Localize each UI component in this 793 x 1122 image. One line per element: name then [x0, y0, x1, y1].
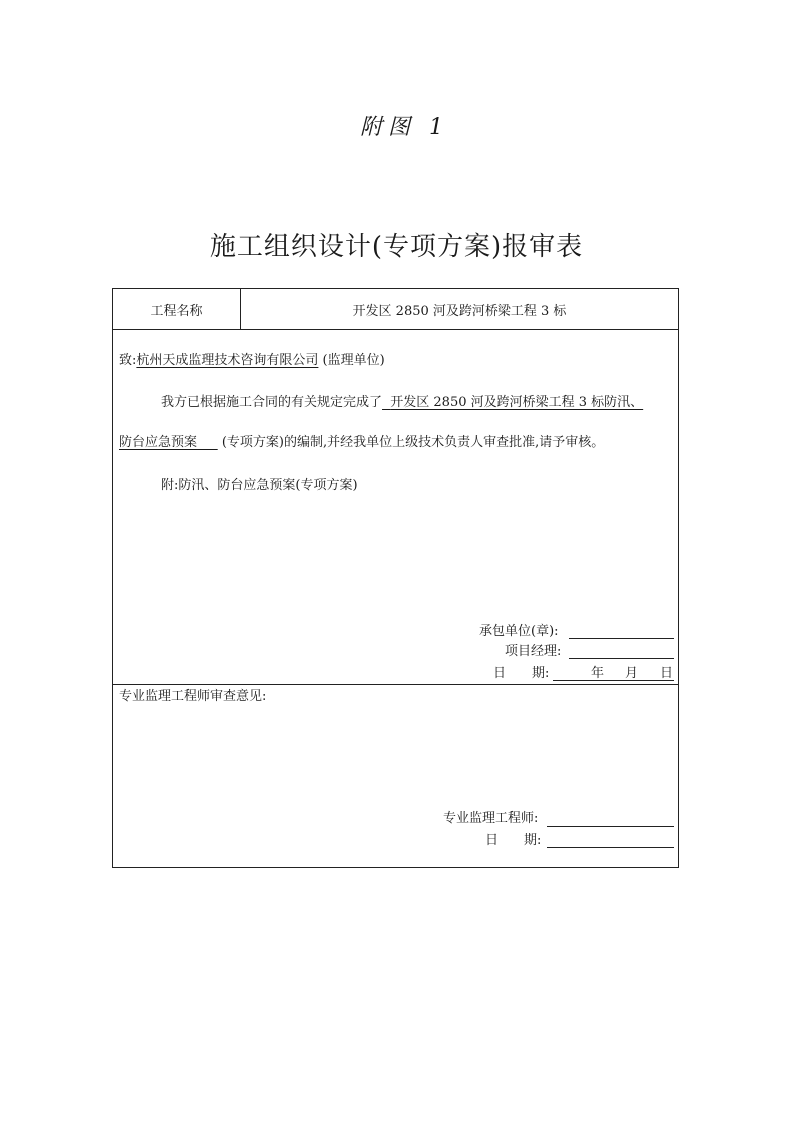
attachment-line: 附:防汛、防台应急预案(专项方案)	[161, 478, 358, 493]
review-date-label: 日 期:	[485, 833, 542, 848]
contractor-seal-label: 承包单位(章):	[479, 624, 559, 639]
body-line-2	[119, 435, 604, 451]
body-rest: (专项方案)的编制,并经我单位上级技术负责人审查批准,请予审核。	[221, 435, 605, 450]
plan-name-part1: 开发区 2850 河及跨河桥梁工程 3 标防汛、	[390, 395, 644, 410]
engineer-field	[547, 826, 674, 827]
contractor-seal-field	[569, 638, 674, 639]
submit-date-month: 月	[625, 666, 639, 681]
submit-date-day: 日	[660, 666, 674, 681]
supervisor-company: 杭州天成监理技术咨询有限公司	[136, 353, 319, 368]
to-prefix: 致:	[119, 353, 137, 368]
submit-date-year: 年	[591, 666, 605, 681]
submit-date-field	[553, 680, 674, 681]
supervisor-suffix: (监理单位)	[322, 353, 385, 368]
form-title: 施工组织设计(专项方案)报审表	[209, 232, 584, 262]
review-opinion-label: 专业监理工程师审查意见:	[119, 689, 267, 704]
project-manager-field	[569, 658, 674, 659]
project-name-label: 工程名称	[113, 289, 241, 329]
project-manager-label: 项目经理:	[505, 644, 562, 659]
body-intro: 我方已根据施工合同的有关规定完成了	[161, 395, 383, 410]
plan-name-part2: 防台应急预案	[119, 435, 198, 450]
addressee-line	[119, 353, 385, 369]
project-name-value: 开发区 2850 河及跨河桥梁工程 3 标	[352, 303, 567, 319]
submit-date-label: 日 期:	[493, 666, 550, 681]
project-row	[113, 289, 678, 330]
appendix-label: 附图 1	[360, 115, 449, 140]
section-divider	[113, 684, 678, 685]
review-date-field	[547, 847, 674, 848]
approval-form	[112, 288, 679, 868]
body-line-1	[161, 395, 643, 411]
engineer-label: 专业监理工程师:	[443, 811, 539, 826]
